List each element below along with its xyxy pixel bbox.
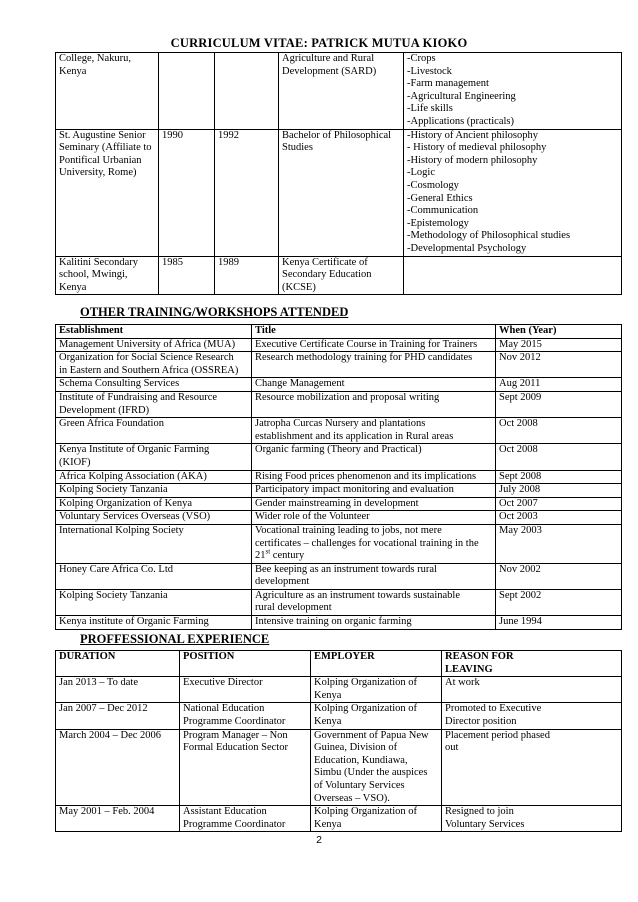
institution-line: Kenya [59,281,87,293]
title-line: Change Management [255,378,345,390]
when-cell: Oct 2008 [496,444,622,470]
employer-line: Education, Kundiawa, [314,754,408,766]
year-from-cell: 1990 [159,129,215,256]
establishment-cell [56,470,252,484]
subject-line: -Crops [407,53,436,64]
title-cell [252,470,496,484]
education-row [56,256,622,295]
header-when: When (Year) [496,325,622,339]
employer-cell [311,703,442,729]
establishment-line: Voluntary Services Overseas (VSO) [59,511,211,523]
title-line: development [255,576,310,588]
title-cell [252,511,496,525]
employer-line: Kenya [314,818,342,830]
establishment-line: Management University of Africa (MUA) [59,338,236,350]
education-row [56,129,622,256]
reason-line: Promoted to Executive [445,703,542,715]
title-cell [252,484,496,498]
establishment-line: (KIOF) [59,456,91,468]
title-line: Wider role of the Volunteer [255,511,370,523]
training-row [56,484,622,498]
when-cell: May 2003 [496,524,622,563]
establishment-cell [56,391,252,417]
subjects-cell [404,256,622,295]
title-line: rural development [255,602,332,614]
employer-cell [311,677,442,703]
qualification-cell [279,129,404,256]
position-cell [180,703,311,729]
reason-cell [442,677,622,703]
when-cell: Aug 2011 [496,378,622,392]
when-cell: Sept 2002 [496,589,622,615]
position-cell [180,806,311,832]
year-to-cell: 1992 [215,129,279,256]
establishment-line: Institute of Fundraising and Resource [59,391,218,403]
employer-line: Kenya [314,689,342,701]
title-line: Rising Food prices phenomenon and its implications [255,470,477,482]
title-fragment: 21 [255,550,266,562]
page-number: 2 [316,834,322,846]
title-cell [252,497,496,511]
training-row [56,563,622,589]
reason-cell [442,703,622,729]
qualification-line: (KCSE) [282,281,316,293]
duration-cell: March 2004 – Dec 2006 [56,729,180,806]
position-line: Programme Coordinator [183,715,286,727]
title-line: establishment and its application in Rural areas [255,430,454,442]
title-line: Intensive training on organic farming [255,616,412,628]
establishment-cell [56,352,252,378]
establishment-cell [56,378,252,392]
employer-line: Kolping Organization of [314,677,418,689]
institution-cell [56,256,159,295]
title-line: Resource mobilization and proposal writing [255,391,440,403]
title-line: Vocational training leading to jobs, not mere [255,524,442,536]
title-line: Jatropha Curcas Nursery and plantations [255,418,426,430]
reason-line: Resigned to join [445,806,514,818]
title-fragment: century [270,550,305,562]
subject-line: -Agricultural Engineering [407,90,516,102]
year-to-cell: 1989 [215,256,279,295]
employer-cell [311,806,442,832]
title-line: certificates – challenges for vocational training in the [255,537,479,549]
establishment-line: International Kolping Society [59,524,184,536]
header-establishment: Establishment [56,325,252,339]
subject-line: -Life skills [407,103,453,115]
header-duration: DURATION [56,651,180,677]
training-row [56,589,622,615]
training-heading: OTHER TRAINING/WORKSHOPS ATTENDED [80,305,349,319]
training-row [56,511,622,525]
subject-line: -History of Ancient philosophy [407,129,538,141]
qualification-cell [279,53,404,130]
establishment-line: Development (IFRD) [59,404,150,416]
training-table [55,324,622,630]
subject-line: -Epistemology [407,217,469,229]
experience-row [56,703,622,729]
establishment-cell [56,484,252,498]
when-cell: July 2008 [496,484,622,498]
subject-line: -Logic [407,167,435,179]
establishment-line: Green Africa Foundation [59,418,164,430]
training-row [56,444,622,470]
header-position: POSITION [180,651,311,677]
year-from-cell: 1985 [159,256,215,295]
qualification-line: Secondary Education [282,269,372,281]
training-header-row [56,325,622,339]
institution-cell [56,129,159,256]
title-line: Agriculture as an instrument towards sustainable [255,589,460,601]
subjects-cell [404,53,622,130]
when-cell: Oct 2007 [496,497,622,511]
establishment-line: Honey Care Africa Co. Ltd [59,563,174,575]
establishment-cell [56,511,252,525]
experience-heading: PROFFESSIONAL EXPERIENCE [80,632,270,646]
institution-line: Pontifical Urbanian [59,154,142,166]
institution-line: school, Mwingi, [59,269,128,281]
reason-line: Director position [445,715,517,727]
when-cell: Sept 2009 [496,391,622,417]
title-cell [252,444,496,470]
training-row [56,352,622,378]
establishment-line: Kenya institute of Organic Farming [59,616,209,628]
training-row [56,470,622,484]
establishment-line: in Eastern and Southern Africa (OSSREA) [59,364,239,376]
subject-line: -Cosmology [407,179,459,191]
training-row [56,391,622,417]
institution-line: St. Augustine Senior [59,129,146,141]
reason-line: Voluntary Services [445,818,525,830]
title-cell [252,378,496,392]
training-row [56,616,622,630]
ordinal-suffix: st [265,547,271,556]
experience-row [56,806,622,832]
establishment-cell [56,497,252,511]
experience-row [56,729,622,806]
header-employer: EMPLOYER [311,651,442,677]
title-line: Bee keeping as an instrument towards rural [255,563,437,575]
header-reason-line: REASON FOR [445,651,514,662]
year-to-cell [215,53,279,130]
establishment-line: Kolping Society Tanzania [59,484,168,496]
subject-line: -General Ethics [407,192,473,204]
reason-cell [442,806,622,832]
employer-line: Kolping Organization of [314,806,418,818]
employer-line: Government of Papua New [314,729,429,741]
establishment-line: Organization for Social Science Research [59,352,234,364]
establishment-line: Schema Consulting Services [59,378,180,390]
employer-line: Kolping Organization of [314,703,418,715]
position-line: Programme Coordinator [183,818,286,830]
subject-line: -Communication [407,205,479,217]
establishment-line: Kolping Organization of Kenya [59,497,193,509]
title-cell [252,352,496,378]
reason-line: At work [445,677,480,689]
employer-line: of Voluntary Services [314,779,405,791]
position-line: Assistant Education [183,806,267,818]
when-cell: Oct 2008 [496,418,622,444]
subject-line: -Farm management [407,78,489,90]
training-row [56,497,622,511]
subject-line: -Methodology of Philosophical studies [407,230,571,242]
establishment-cell [56,418,252,444]
experience-row [56,677,622,703]
establishment-cell [56,444,252,470]
title-line: Organic farming (Theory and Practical) [255,444,422,456]
header-title: Title [252,325,496,339]
title-cell [252,418,496,444]
establishment-cell [56,563,252,589]
establishment-cell [56,524,252,563]
position-line: Executive Director [183,677,263,689]
institution-line: Seminary (Affiliate to [59,142,152,154]
title-line: Executive Certificate Course in Training for Trainers [255,338,478,350]
establishment-cell [56,338,252,352]
when-cell: Nov 2012 [496,352,622,378]
reason-line: Placement period phased [445,729,550,741]
title-line: Participatory impact monitoring and evaluation [255,484,454,496]
experience-header-row [56,651,622,677]
reason-line: out [445,742,459,754]
establishment-line: Kenya Institute of Organic Farming [59,444,210,456]
employer-line: Simbu (Under the auspices [314,767,428,779]
title-cell [252,589,496,615]
title-cell [252,524,496,563]
qualification-line: Development (SARD) [282,65,377,77]
qualification-line: Agriculture and Rural [282,53,375,64]
experience-table [55,650,622,832]
subject-line: -History of modern philosophy [407,154,538,166]
institution-line: College, Nakuru, [59,53,132,64]
education-table [55,52,622,295]
employer-cell [311,729,442,806]
title-cell [252,391,496,417]
position-cell [180,677,311,703]
training-row [56,524,622,563]
employer-line: Kenya [314,715,342,727]
duration-cell: Jan 2007 – Dec 2012 [56,703,180,729]
establishment-cell [56,616,252,630]
when-cell: June 1994 [496,616,622,630]
when-cell: May 2015 [496,338,622,352]
year-from-cell [159,53,215,130]
position-cell [180,729,311,806]
header-reason [442,651,622,677]
duration-cell: May 2001 – Feb. 2004 [56,806,180,832]
establishment-line: Africa Kolping Association (AKA) [59,470,207,482]
institution-line: Kenya [59,65,87,77]
subject-line: - History of medieval philosophy [407,142,547,154]
duration-cell: Jan 2013 – To date [56,677,180,703]
title-cell [252,338,496,352]
when-cell: Nov 2002 [496,563,622,589]
position-line: Formal Education Sector [183,742,288,754]
subjects-cell [404,129,622,256]
institution-line: Kalitini Secondary [59,256,139,268]
subject-line: -Developmental Psychology [407,242,527,254]
qualification-line: Studies [282,142,313,154]
employer-line: Guinea, Division of [314,742,398,754]
institution-line: University, Rome) [59,167,137,179]
training-row [56,338,622,352]
qualification-line: Bachelor of Philosophical [282,129,392,141]
reason-cell [442,729,622,806]
training-row [56,378,622,392]
page-title: CURRICULUM VITAE: PATRICK MUTUA KIOKO [170,36,468,50]
training-row [56,418,622,444]
institution-cell [56,53,159,130]
employer-line: Overseas – VSO). [314,792,390,804]
when-cell: Oct 2003 [496,511,622,525]
education-row [56,53,622,130]
establishment-cell [56,589,252,615]
title-cell [252,563,496,589]
qualification-cell [279,256,404,295]
title-cell [252,616,496,630]
establishment-line: Kolping Society Tanzania [59,589,168,601]
position-line: Program Manager – Non [183,729,288,741]
position-line: National Education [183,703,265,715]
title-line: Research methodology training for PHD candidates [255,352,473,364]
when-cell: Sept 2008 [496,470,622,484]
title-line: Gender mainstreaming in development [255,497,419,509]
qualification-line: Kenya Certificate of [282,256,368,268]
subject-line: -Applications (practicals) [407,115,514,127]
title-line [255,547,492,563]
header-reason-line: LEAVING [445,663,493,675]
subject-line: -Livestock [407,65,452,77]
